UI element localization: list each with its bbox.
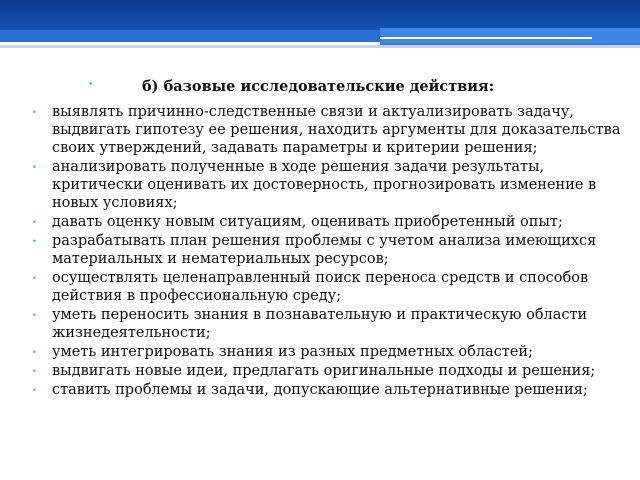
bullet-list [30,103,630,399]
bullet-icon: • [32,274,37,283]
bullet-icon: • [32,163,37,172]
list-item-text: осуществлять целенаправленный поиск переноса средств и способов действия в профессиональную среду; [52,270,589,304]
list-item [30,103,630,157]
list-item [30,306,630,342]
bullet-icon: • [32,237,37,246]
header-shadow-line [0,45,640,48]
list-item [30,381,630,399]
list-item-text: разрабатывать план решения проблемы с учетом анализа имеющихся материальных и нематериальных ресурсов; [52,233,597,267]
list-item-text: выявлять причинно-следственные связи и актуализировать задачу, выдвигать гипотезу ее решения, находить аргументы для доказательства своих утверждений, задавать параметры и критерии решения; [52,104,621,156]
bullet-icon: • [32,311,37,320]
list-item [30,232,630,268]
bullet-icon: • [32,348,37,357]
bullet-icon: • [32,367,37,376]
list-item [30,213,630,231]
list-item-text: анализировать полученные в ходе решения задачи результаты, критически оценивать их достоверность, прогнозировать изменение в новых условиях; [52,159,597,211]
list-item-text: уметь переносить знания в познавательную и практическую области жизнедеятельности; [52,307,588,341]
list-item [30,269,630,305]
list-item [30,362,630,380]
header-divider-line-right [380,37,592,39]
bullet-icon: • [32,108,37,117]
bullet-icon: • [88,80,94,90]
title-row [30,78,630,100]
list-item-text: давать оценку новым ситуациям, оценивать приобретенный опыт; [52,214,563,230]
list-item [30,158,630,212]
header-accent-block [380,28,640,44]
list-item-text: уметь интегрировать знания из разных предметных областей; [52,344,533,360]
list-item [30,343,630,361]
list-item-text: ставить проблемы и задачи, допускающие альтернативные решения; [52,382,588,398]
list-item-text: выдвигать новые идеи, предлагать оригинальные подходы и решения; [52,363,596,379]
bullet-icon: • [32,386,37,395]
slide-content [30,78,630,400]
bullet-icon: • [32,218,37,227]
slide-title: б) базовые исследовательские действия: [142,78,495,95]
